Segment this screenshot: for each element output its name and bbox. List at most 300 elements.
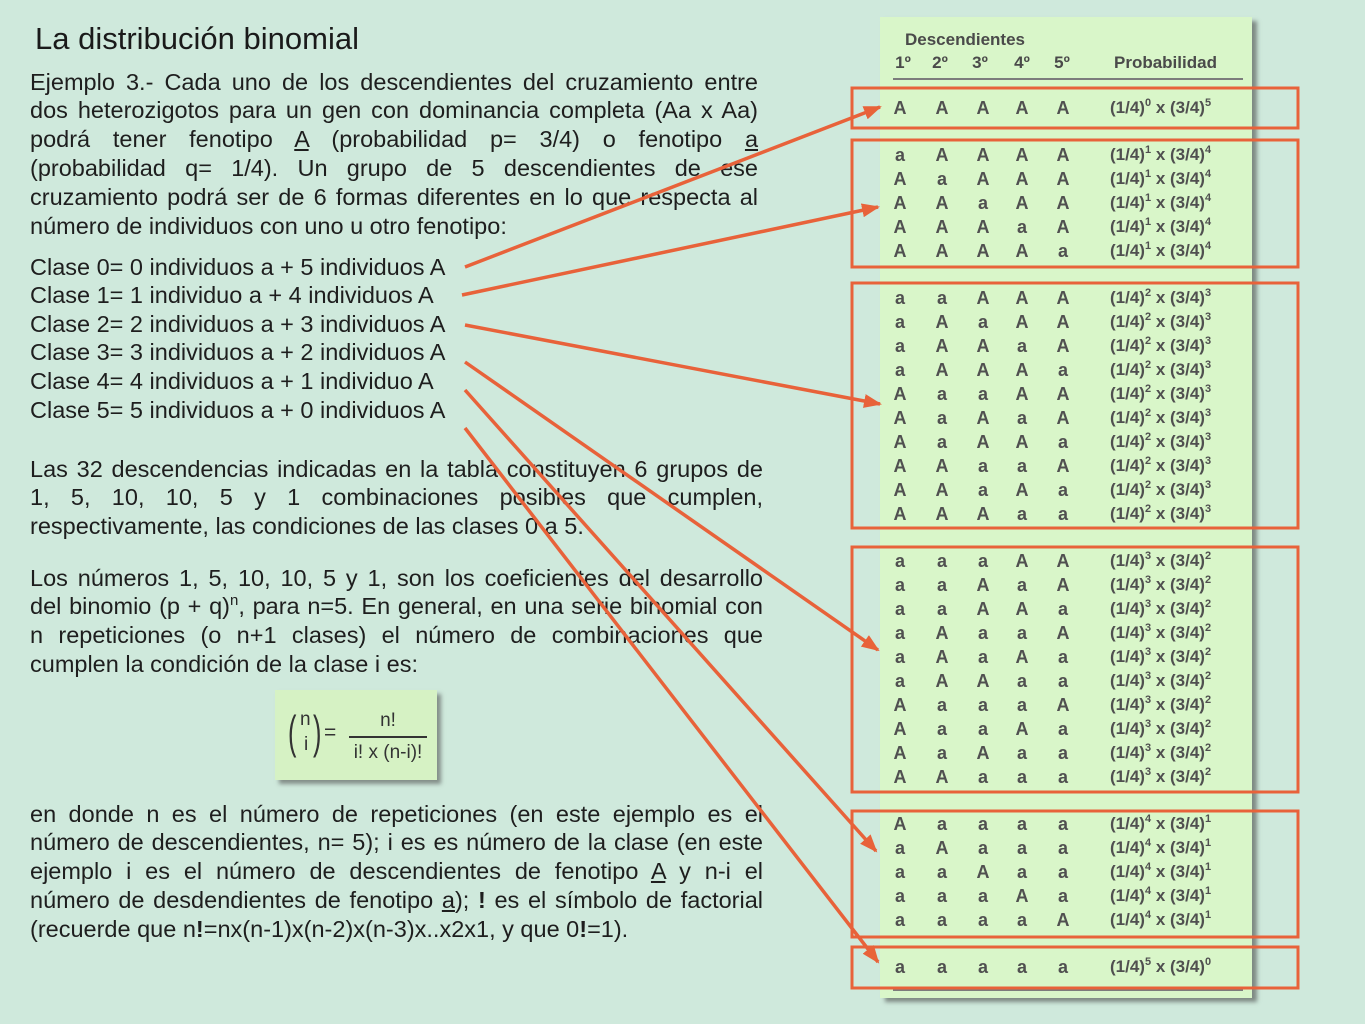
genotype-cell: a	[1016, 743, 1027, 763]
genotype-cell: a	[977, 480, 988, 500]
probability-cell	[1110, 908, 1211, 932]
exponent-q: 2	[1144, 383, 1152, 395]
column-header: 4º	[1014, 53, 1030, 72]
exponent-q: 1	[1144, 240, 1152, 252]
genotype-cell: A	[935, 767, 949, 787]
probability-cell	[1110, 597, 1211, 621]
genotype-cell: A	[1015, 288, 1029, 308]
prob-base-p: (3/4)	[1170, 504, 1205, 523]
prob-base-p: (3/4)	[1170, 767, 1205, 786]
table-row	[880, 812, 1252, 836]
prob-times: x	[1151, 98, 1170, 117]
genotype-cell: a	[1057, 671, 1068, 691]
class-item-2: Clase 2= 2 individuos a + 3 individuos A	[30, 310, 446, 337]
genotype-cell: A	[1056, 384, 1070, 404]
genotype-cell: A	[935, 241, 949, 261]
prob-times: x	[1151, 910, 1170, 929]
genotype-cell: A	[1056, 217, 1070, 237]
exponent-p: 1	[1204, 885, 1212, 897]
probability-cell	[1110, 645, 1211, 669]
genotype-cell: a	[894, 336, 905, 356]
text-line: n repeticiones (o n+1 clases) el número de combinaciones que	[30, 622, 763, 649]
probability-cell	[1110, 478, 1211, 502]
exponent-p: 2	[1204, 622, 1212, 634]
probability-cell	[1110, 741, 1211, 765]
probability-cell	[1110, 358, 1211, 382]
genotype-cell: a	[1057, 814, 1068, 834]
exponent-p: 1	[1204, 837, 1212, 849]
genotype-cell: a	[1016, 504, 1027, 524]
genotype-cell: a	[1016, 838, 1027, 858]
genotype-cell: a	[894, 647, 905, 667]
text-line: (probabilidad q= 1/4). Un grupo de 5 descendientes de ese	[30, 154, 758, 181]
genotype-cell: a	[977, 767, 988, 787]
genotype-cell: A	[893, 504, 907, 524]
equals-sign: =	[324, 721, 337, 744]
exponent-q: 2	[1144, 335, 1152, 347]
genotype-cell: a	[936, 288, 947, 308]
prob-times: x	[1151, 623, 1170, 642]
genotype-cell: a	[936, 862, 947, 882]
prob-base-q: (1/4)	[1110, 408, 1145, 427]
exponent-p: 2	[1204, 694, 1212, 706]
genotype-cell: A	[893, 384, 907, 404]
genotype-cell: A	[893, 767, 907, 787]
prob-base-p: (3/4)	[1170, 671, 1205, 690]
exponent-p: 2	[1204, 550, 1212, 562]
genotype-cell: a	[894, 312, 905, 332]
prob-times: x	[1151, 599, 1170, 618]
exponent-p: 0	[1204, 956, 1212, 968]
prob-base-q: (1/4)	[1110, 551, 1145, 570]
text-line: Los números 1, 5, 10, 10, 5 y 1, son los coeficientes del desarrollo	[30, 564, 763, 591]
fraction-denominator: i! x (n-i)!	[353, 742, 423, 763]
prob-base-q: (1/4)	[1110, 862, 1145, 881]
prob-base-q: (1/4)	[1110, 193, 1145, 212]
text-segment: y n-i el	[665, 858, 763, 885]
genotype-cell: A	[976, 169, 990, 189]
row-group-class-5	[880, 955, 1252, 979]
factorial-symbol: !	[477, 886, 486, 913]
genotype-cell: A	[893, 217, 907, 237]
probability-cell	[1110, 955, 1211, 979]
genotype-cell: A	[935, 838, 949, 858]
text-line	[30, 857, 763, 886]
genotype-cell: A	[935, 312, 949, 332]
probability-cell	[1110, 884, 1211, 908]
genotype-cell: A	[1056, 551, 1070, 571]
prob-base-q: (1/4)	[1110, 910, 1145, 929]
prob-base-p: (3/4)	[1170, 193, 1205, 212]
prob-base-q: (1/4)	[1110, 456, 1145, 475]
text-line	[30, 125, 758, 154]
prob-base-p: (3/4)	[1170, 288, 1205, 307]
exponent-p: 1	[1204, 813, 1212, 825]
exponent-p: 3	[1204, 503, 1212, 515]
probability-cell	[1110, 239, 1211, 263]
genotype-cell: A	[976, 504, 990, 524]
probability-cell	[1110, 549, 1211, 573]
genotype-cell: A	[935, 336, 949, 356]
genotype-cell: a	[936, 957, 947, 977]
prob-base-p: (3/4)	[1170, 575, 1205, 594]
genotype-cell: a	[894, 551, 905, 571]
genotype-cell: a	[1016, 575, 1027, 595]
probability-cell	[1110, 860, 1211, 884]
genotype-cell: A	[1056, 193, 1070, 213]
exponent-q: 3	[1144, 622, 1152, 634]
genotype-cell: A	[893, 480, 907, 500]
genotype-cell: a	[1057, 957, 1068, 977]
prob-times: x	[1151, 957, 1170, 976]
row-group-class-0	[880, 96, 1252, 120]
prob-base-p: (3/4)	[1170, 695, 1205, 714]
column-header: 1º	[895, 53, 911, 72]
probability-cell	[1110, 717, 1211, 741]
genotype-cell: a	[977, 193, 988, 213]
genotype-cell: a	[894, 145, 905, 165]
probability-cell	[1110, 454, 1211, 478]
table-row	[880, 334, 1252, 358]
prob-times: x	[1151, 169, 1170, 188]
header-divider	[893, 78, 1243, 80]
prob-base-q: (1/4)	[1110, 886, 1145, 905]
exponent-p: 3	[1204, 359, 1212, 371]
prob-times: x	[1151, 288, 1170, 307]
prob-base-q: (1/4)	[1110, 504, 1145, 523]
prob-times: x	[1151, 838, 1170, 857]
prob-base-p: (3/4)	[1170, 623, 1205, 642]
table-row	[880, 955, 1252, 979]
exponent-p: 3	[1204, 479, 1212, 491]
genotype-cell: a	[894, 910, 905, 930]
probability-cell	[1110, 573, 1211, 597]
genotype-cell: a	[1016, 408, 1027, 428]
text-line: Ejemplo 3.- Cada uno de los descendientes del cruzamiento entre	[30, 68, 758, 95]
genotype-cell: A	[1015, 480, 1029, 500]
exponent-p: 3	[1204, 287, 1212, 299]
probability-cell	[1110, 215, 1211, 239]
text-line: respectivamente, las condiciones de las clases 0 a 5.	[30, 513, 584, 540]
text-line: número de individuos con uno u otro fenotipo:	[30, 212, 507, 239]
prob-base-q: (1/4)	[1110, 312, 1145, 331]
binomial-open-paren: (	[288, 706, 297, 758]
exponent-p: 4	[1204, 144, 1212, 156]
genotype-cell: a	[1057, 767, 1068, 787]
exponent-q: 2	[1144, 311, 1152, 323]
exponent-p: 2	[1204, 718, 1212, 730]
prob-base-q: (1/4)	[1110, 575, 1145, 594]
genotype-cell: a	[894, 575, 905, 595]
prob-base-q: (1/4)	[1110, 432, 1145, 451]
genotype-cell: A	[1015, 241, 1029, 261]
exponent-q: 1	[1144, 168, 1152, 180]
genotype-cell: A	[893, 98, 907, 118]
prob-base-q: (1/4)	[1110, 145, 1145, 164]
prob-times: x	[1151, 384, 1170, 403]
factorial-symbol: !	[195, 915, 204, 942]
text-line	[30, 592, 763, 621]
exponent-q: 2	[1144, 479, 1152, 491]
genotype-cell: a	[977, 384, 988, 404]
genotype-cell: a	[977, 695, 988, 715]
genotype-cell: A	[1056, 910, 1070, 930]
genotype-cell: a	[936, 551, 947, 571]
prob-times: x	[1151, 695, 1170, 714]
genotype-cell: A	[1015, 145, 1029, 165]
exponent-q: 4	[1144, 861, 1152, 873]
genotype-cell: A	[893, 193, 907, 213]
class-item-1: Clase 1= 1 individuo a + 4 individuos A	[30, 282, 434, 309]
factorial-symbol: !	[579, 915, 588, 942]
genotype-cell: A	[976, 599, 990, 619]
explanation-paragraph	[30, 800, 763, 944]
prob-base-q: (1/4)	[1110, 169, 1145, 188]
genotype-cell: A	[1056, 336, 1070, 356]
probability-cell	[1110, 191, 1211, 215]
genotype-cell: a	[936, 408, 947, 428]
class-list	[30, 253, 445, 425]
intro-paragraph	[30, 68, 758, 241]
text-line: Las 32 descendencias indicadas en la tabla constituyen 6 grupos de	[30, 455, 763, 482]
table-row	[880, 215, 1252, 239]
genotype-cell: a	[1016, 695, 1027, 715]
probability-cell	[1110, 96, 1211, 120]
genotype-cell: a	[1016, 456, 1027, 476]
prob-times: x	[1151, 886, 1170, 905]
exponent-p: 4	[1204, 168, 1212, 180]
text-segment: , para n=5. En general, en una serie binomial con	[238, 593, 763, 620]
genotype-cell: a	[1016, 217, 1027, 237]
genotype-cell: A	[976, 360, 990, 380]
genotype-cell: a	[1016, 862, 1027, 882]
bottom-divider	[893, 989, 1243, 991]
class-item-0: Clase 0= 0 individuos a + 5 individuos A	[30, 253, 446, 280]
genotype-cell: A	[1015, 719, 1029, 739]
table-body	[880, 96, 1252, 979]
exponent-q: 3	[1144, 718, 1152, 730]
exponent-q: 4	[1144, 813, 1152, 825]
genotype-cell: a	[894, 360, 905, 380]
probability-cell	[1110, 430, 1211, 454]
genotype-cell: A	[976, 145, 990, 165]
exponent-q: 2	[1144, 407, 1152, 419]
genotype-cell: a	[1057, 241, 1068, 261]
coefficients-paragraph	[30, 564, 763, 679]
table-row	[880, 669, 1252, 693]
genotype-cell: a	[977, 910, 988, 930]
prob-times: x	[1151, 193, 1170, 212]
genotype-cell: A	[893, 432, 907, 452]
genotype-cell: A	[935, 480, 949, 500]
table-row	[880, 884, 1252, 908]
table-row	[880, 358, 1252, 382]
table-row	[880, 645, 1252, 669]
genotype-cell: A	[893, 456, 907, 476]
genotype-cell: a	[977, 551, 988, 571]
table-row	[880, 717, 1252, 741]
prob-base-q: (1/4)	[1110, 814, 1145, 833]
exponent-q: 3	[1144, 694, 1152, 706]
exponent-p: 3	[1204, 383, 1212, 395]
table-row	[880, 286, 1252, 310]
genotype-cell: A	[1015, 551, 1029, 571]
class-item-3: Clase 3= 3 individuos a + 2 individuos A	[30, 339, 446, 366]
probability-cell	[1110, 406, 1211, 430]
genotype-cell: A	[1015, 647, 1029, 667]
table-row	[880, 239, 1252, 263]
genotype-cell: a	[894, 862, 905, 882]
prob-times: x	[1151, 456, 1170, 475]
genotype-cell: a	[1057, 504, 1068, 524]
genotype-cell: A	[893, 241, 907, 261]
genotype-cell: A	[1015, 599, 1029, 619]
probability-cell	[1110, 382, 1211, 406]
text-segment: (recuerde que n	[30, 915, 196, 942]
prob-times: x	[1151, 217, 1170, 236]
genotype-cell: A	[976, 575, 990, 595]
genotype-cell: A	[935, 647, 949, 667]
exponent-q: 2	[1144, 503, 1152, 515]
prob-base-p: (3/4)	[1170, 719, 1205, 738]
genotype-cell: A	[1015, 169, 1029, 189]
exponent-p: 2	[1204, 766, 1212, 778]
genotype-cell: A	[1056, 623, 1070, 643]
prob-base-p: (3/4)	[1170, 408, 1205, 427]
exponent-q: 3	[1144, 550, 1152, 562]
prob-times: x	[1151, 671, 1170, 690]
table-row	[880, 549, 1252, 573]
table-row	[880, 454, 1252, 478]
exponent-q: 3	[1144, 598, 1152, 610]
probability-cell	[1110, 502, 1211, 526]
exponent-q: 1	[1144, 216, 1152, 228]
text-line: cumplen la condición de la clase i es:	[30, 650, 418, 677]
groups-paragraph	[30, 455, 763, 541]
prob-times: x	[1151, 647, 1170, 666]
genotype-cell: A	[935, 145, 949, 165]
table-row	[880, 430, 1252, 454]
genotype-cell: a	[977, 647, 988, 667]
genotype-cell: A	[935, 217, 949, 237]
column-header: 3º	[972, 53, 988, 72]
genotype-cell: a	[936, 695, 947, 715]
genotype-cell: A	[1056, 575, 1070, 595]
genotype-cell: a	[1057, 862, 1068, 882]
genotype-cell: A	[893, 408, 907, 428]
genotype-cell: a	[1016, 671, 1027, 691]
genotype-cell: a	[936, 432, 947, 452]
exponent-p: 4	[1204, 240, 1212, 252]
genotype-cell: a	[936, 575, 947, 595]
exponent-q: 3	[1144, 646, 1152, 658]
exponent-p: 4	[1204, 192, 1212, 204]
exponent-p: 4	[1204, 216, 1212, 228]
prob-base-p: (3/4)	[1170, 551, 1205, 570]
genotype-cell: A	[1015, 360, 1029, 380]
exponent-q: 4	[1144, 885, 1152, 897]
text-line: número de descendientes, n= 5); i es es número de la clase (en este	[30, 829, 763, 856]
prob-times: x	[1151, 743, 1170, 762]
genotype-cell: a	[977, 456, 988, 476]
prob-base-p: (3/4)	[1170, 886, 1205, 905]
genotype-cell: A	[976, 241, 990, 261]
prob-base-p: (3/4)	[1170, 862, 1205, 881]
genotype-cell: a	[936, 814, 947, 834]
prob-base-p: (3/4)	[1170, 336, 1205, 355]
text-segment: número de desdendientes de fenotipo	[30, 886, 442, 913]
exponent-p: 2	[1204, 598, 1212, 610]
prob-base-p: (3/4)	[1170, 360, 1205, 379]
exponent-p: 5	[1204, 97, 1212, 109]
table-row	[880, 741, 1252, 765]
prob-times: x	[1151, 432, 1170, 451]
genotype-cell: a	[1016, 814, 1027, 834]
table-row	[880, 143, 1252, 167]
genotype-cell: a	[894, 957, 905, 977]
row-group-class-4	[880, 812, 1252, 932]
prob-base-p: (3/4)	[1170, 98, 1205, 117]
genotype-cell: A	[935, 360, 949, 380]
genotype-cell: A	[1015, 98, 1029, 118]
prob-base-q: (1/4)	[1110, 695, 1145, 714]
genotype-cell: a	[1057, 886, 1068, 906]
table-row	[880, 765, 1252, 789]
genotype-cell: A	[976, 336, 990, 356]
table-row	[880, 573, 1252, 597]
prob-base-p: (3/4)	[1170, 838, 1205, 857]
prob-base-q: (1/4)	[1110, 743, 1145, 762]
prob-base-p: (3/4)	[1170, 599, 1205, 618]
prob-base-p: (3/4)	[1170, 217, 1205, 236]
genotype-cell: a	[1016, 957, 1027, 977]
prob-base-q: (1/4)	[1110, 480, 1145, 499]
prob-base-q: (1/4)	[1110, 98, 1145, 117]
probability-cell	[1110, 621, 1211, 645]
probability-cell	[1110, 310, 1211, 334]
prob-base-q: (1/4)	[1110, 719, 1145, 738]
prob-times: x	[1151, 504, 1170, 523]
genotype-cell: A	[893, 814, 907, 834]
genotype-cell: A	[1056, 98, 1070, 118]
genotype-cell: a	[1057, 432, 1068, 452]
text-segment: =1).	[587, 915, 629, 942]
genotype-cell: A	[1056, 145, 1070, 165]
prob-times: x	[1151, 575, 1170, 594]
exponent-p: 3	[1204, 455, 1212, 467]
prob-times: x	[1151, 360, 1170, 379]
prob-times: x	[1151, 408, 1170, 427]
text-line: en donde n es el número de repeticiones (en este ejemplo es el	[30, 800, 763, 827]
genotype-cell: a	[1016, 910, 1027, 930]
table-row	[880, 502, 1252, 526]
prob-base-q: (1/4)	[1110, 647, 1145, 666]
probability-cell	[1110, 693, 1211, 717]
page-title: La distribución binomial	[35, 21, 359, 56]
prob-base-q: (1/4)	[1110, 336, 1145, 355]
genotype-cell: a	[1016, 623, 1027, 643]
probability-cell	[1110, 286, 1211, 310]
prob-base-q: (1/4)	[1110, 599, 1145, 618]
genotype-cell: A	[935, 193, 949, 213]
genotype-cell: a	[1057, 599, 1068, 619]
text-line: cruzamiento podrá ser de 6 formas diferentes en lo que respecta al	[30, 183, 758, 210]
prob-base-p: (3/4)	[1170, 384, 1205, 403]
genotype-cell: a	[936, 910, 947, 930]
table-row	[880, 908, 1252, 932]
column-header: 5º	[1054, 53, 1070, 72]
genotype-cell: a	[1057, 647, 1068, 667]
